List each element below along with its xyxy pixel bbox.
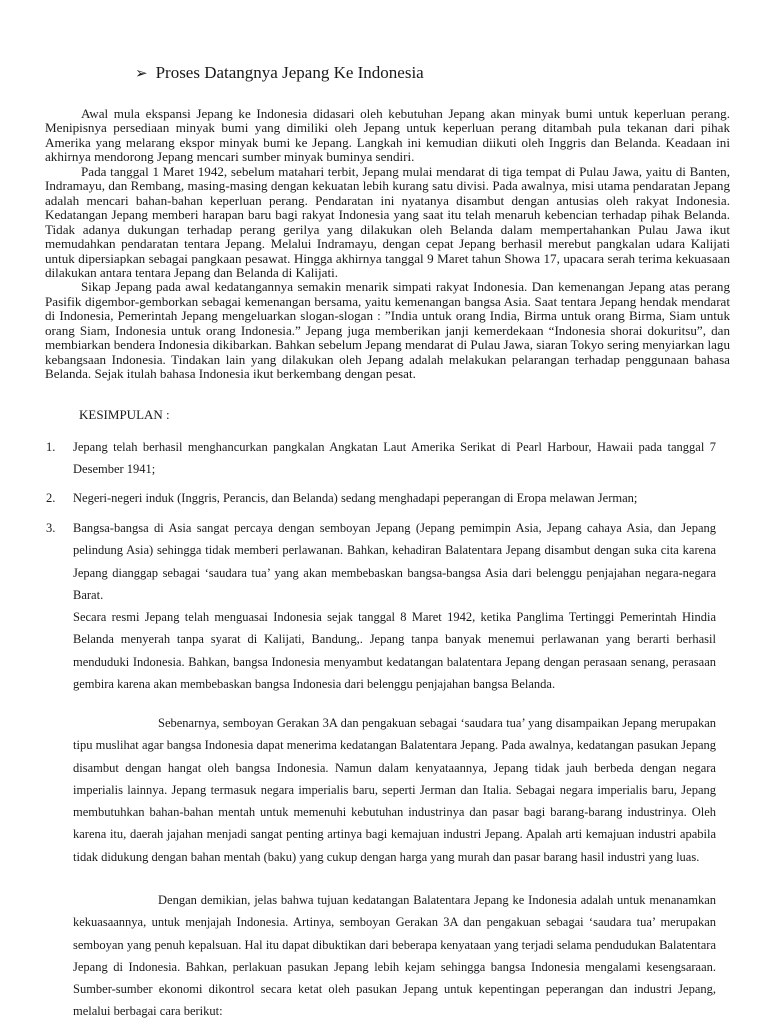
list-item-text [73,436,716,481]
intro-paragraph: Awal mula ekspansi Jepang ke Indonesia didasari oleh kebutuhan Jepang akan minyak bumi untuk keperluan perang. Menipisnya persediaan minyak bumi yang dimiliki oleh Jepang untuk keperluan perang ditambah pula tekanan dari pihak Amerika yang melarang ekspor minyak bumi ke Jepang. Langkah ini kemudian diikuti oleh Inggris dan Belanda. Keadaan ini akhirnya mendorong Jepang mencari sumber minyak buminya sendiri. [45,106,730,165]
body-paragraph: Sebenarnya, semboyan Gerakan 3A dan pengakuan sebagai ‘saudara tua’ yang disampaikan Jepang merupakan tipu muslihat agar bangsa Indonesia dapat menerima kedatangan Balatentara Jepang. Pada awalnya, kedatangan pasukan Jepang disambut dengan hangat oleh bangsa Indonesia. Namun dalam kenyataannya, Jepang tidak jauh berbeda dengan negara imperialis lainnya. Jepang termasuk negara imperialis baru, seperti Jerman dan Italia. Sebagai negara imperialis baru, Jepang membutuhkan bahan-bahan mentah untuk memenuhi kebutuhan industrinya dan pasar bagi barang-barang industrinya. Oleh karena itu, daerah jajahan menjadi sangat penting artinya bagi kemajuan industri Jepang. Apalah arti kemajuan industri apabila tidak didukung dengan bahan mentah (baku) yang cukup dengan harga yang murah dan pasar barang hasil industri yang luas. [73,716,716,864]
section-heading [135,62,424,84]
list-paragraph: Jepang telah berhasil menghancurkan pangkalan Angkatan Laut Amerika Serikat di Pearl Harbour, Hawaii pada tanggal 7 Desember 1941; [73,440,716,477]
list-paragraph: Bangsa-bangsa di Asia sangat percaya dengan semboyan Jepang (Jepang pemimpin Asia, Jepang cahaya Asia, dan Jepang pelindung Asia) sehingga tidak memberi perlawanan. Bahkan, kehadiran Balatentara Jepang disambut dengan suka cita karena Jepang dianggap sebagai ‘saudara tua’ yang akan membebaskan bangsa-bangsa Asia dari belenggu penjajahan negara-negara Barat. [73,521,716,602]
arrow-bullet-icon: ➢ [135,64,148,82]
list-number: 1. [46,440,56,454]
body-section [73,889,716,1023]
list-item-text [73,487,716,509]
list-item-text [73,517,716,695]
kesimpulan-title: KESIMPULAN : [79,407,170,422]
list-number: 2. [46,491,56,505]
intro-paragraph: Pada tanggal 1 Maret 1942, sebelum matahari terbit, Jepang mulai mendarat di tiga tempat di Pulau Jawa, yaitu di Banten, Indramayu, dan Rembang, masing-masing dengan kekuatan lebih kurang satu divisi. Pada awalnya, misi utama pendaratan Jepang adalah mencari bahan-bahan keperluan perang. Pendaratan ini nyatanya disambut dengan antusias oleh rakyat Indonesia. Kedatangan Jepang memberi harapan baru bagi rakyat Indonesia yang saat itu telah menaruh kebencian terhadap pihak Belanda. Tidak adanya dukungan terhadap perang gerilya yang dilakukan oleh Belanda dalam mempertahankan Pulau Jawa ikut memudahkan pendaratan tentara Jepang. Melalui Indramayu, dengan cepat Jepang berhasil merebut pangkalan udara Kalijati untuk dipersiapkan sebagai pangkaan pesawat. Hingga akhirnya tanggal 9 Maret tahun Showa 17, upacara serah terima kekuasaan dilakukan antara tentara Jepang dan Belanda di Kalijati. [45,163,730,280]
list-number: 3. [46,521,56,535]
intro-paragraph: Sikap Jepang pada awal kedatangannya semakin menarik simpati rakyat Indonesia. Dan kemenangan Jepang atas perang Pasifik digembor-gemborkan sebagai kemenangan bersama, yaitu kemenangan bangsa Asia. Saat tentara Jepang hendak mendarat di Indonesia, Pemerintah Jepang mengeluarkan slogan-slogan : ”India untuk orang India, Birma untuk orang Birma, Siam untuk orang Siam, Indonesia untuk orang Indonesia.” Jepang juga memberikan janji kemerdekaan “Indonesia shorai dokuritsu”, dan membiarkan bendera Indonesia dikibarkan. Bahkan sebelum Jepang mendarat di Pulau Jawa, siaran Tokyo sering menyiarkan lagu kebangsaan Indonesia. Tindakan lain yang dilakukan oleh Jepang adalah melakukan pelarangan terhadap penggunaan bahasa Belanda. Sejak itulah bahasa Indonesia ikut berkembang dengan pesat. [45,279,730,382]
intro-section [45,107,730,382]
list-paragraph: Secara resmi Jepang telah menguasai Indonesia sejak tanggal 8 Maret 1942, ketika Panglima Tertinggi Pemerintah Hindia Belanda menyerah tanpa syarat di Kalijati, Bandung,. Jepang tanpa banyak menemui perlawanan yang berarti berhasil menduduki Indonesia. Bahkan, bangsa Indonesia menyambut kedatangan balatentara Jepang dengan perasaan senang, perasaan gembira karena akan membebaskan bangsa Indonesia dari belenggu penjajahan bangsa Belanda. [73,610,716,692]
body-section [73,712,716,868]
body-paragraph: Dengan demikian, jelas bahwa tujuan kedatangan Balatentara Jepang ke Indonesia adalah untuk menanamkan kekuasaannya, untuk menjajah Indonesia. Artinya, semboyan Gerakan 3A dan pengakuan sebagai ‘saudara tua’ merupakan semboyan yang penuh kepalsuan. Hal itu dapat dibuktikan dari beberapa kenyataan yang terjadi selama pendudukan Balatentara Jepang di Indonesia. Bahkan, perlakuan pasukan Jepang lebih kejam sehingga bangsa Indonesia mengalami kesengsaraan. Sumber-sumber ekonomi dikontrol secara ketat oleh pasukan Jepang untuk kepentingan peperangan dan industri Jepang, melalui berbagai cara berikut: [73,893,716,1019]
heading-title: Proses Datangnya Jepang Ke Indonesia [155,63,424,82]
list-paragraph: Negeri-negeri induk (Inggris, Perancis, dan Belanda) sedang menghadapi peperangan di Eropa melawan Jerman; [73,491,638,505]
